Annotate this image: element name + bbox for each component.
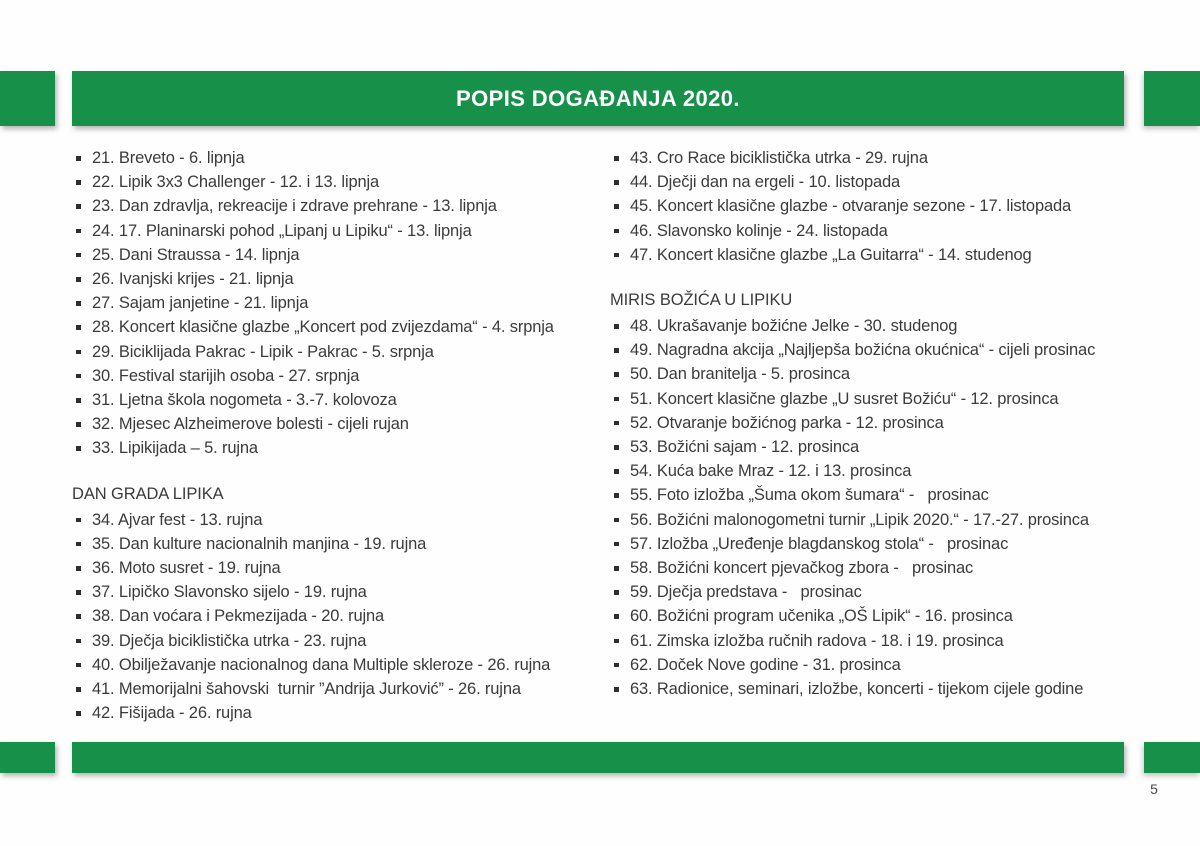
event-text: 34. Ajvar fest - 13. rujna bbox=[92, 510, 263, 529]
list-item bbox=[610, 580, 1155, 604]
event-text: 25. Dani Straussa - 14. lipnja bbox=[92, 245, 300, 264]
square-bullet-icon bbox=[76, 639, 81, 644]
square-bullet-icon bbox=[614, 180, 619, 185]
list-item bbox=[72, 388, 592, 412]
event-text: 35. Dan kulture nacionalnih manjina - 19. rujna bbox=[92, 534, 427, 553]
event-text: 39. Dječja biciklistička utrka - 23. rujna bbox=[92, 631, 367, 650]
event-text: 44. Dječji dan na ergeli - 10. listopada bbox=[630, 173, 901, 192]
event-section bbox=[72, 482, 592, 726]
event-text: 41. Memorijalni šahovski turnir ”Andrija Jurković” - 26. rujna bbox=[92, 680, 521, 699]
list-item bbox=[72, 508, 592, 532]
square-bullet-icon bbox=[76, 518, 81, 523]
square-bullet-icon bbox=[614, 493, 619, 498]
list-item bbox=[610, 677, 1155, 701]
square-bullet-icon bbox=[614, 348, 619, 353]
event-text: 47. Koncert klasične glazbe „La Guitarra“ - 14. studenog bbox=[630, 245, 1032, 264]
section-heading: MIRIS BOŽIĆA U LIPIKU bbox=[610, 291, 793, 310]
header-accent-block-left bbox=[0, 71, 55, 126]
list-item bbox=[610, 219, 1155, 243]
square-bullet-icon bbox=[76, 374, 81, 379]
event-text: 45. Koncert klasične glazbe - otvaranje sezone - 17. listopada bbox=[630, 197, 1072, 216]
event-text: 29. Biciklijada Pakrac - Lipik - Pakrac - 5. srpnja bbox=[92, 342, 434, 361]
event-text: 38. Dan voćara i Pekmezijada - 20. rujna bbox=[92, 607, 385, 626]
event-text: 46. Slavonsko kolinje - 24. listopada bbox=[630, 221, 888, 240]
event-text: 36. Moto susret - 19. rujna bbox=[92, 559, 281, 578]
event-text: 59. Dječja predstava - prosinac bbox=[630, 583, 862, 602]
event-text: 58. Božićni koncert pjevačkog zbora - prosinac bbox=[630, 559, 974, 578]
event-text: 31. Ljetna škola nogometa - 3.-7. kolovoza bbox=[92, 391, 397, 410]
list-item bbox=[72, 532, 592, 556]
square-bullet-icon bbox=[614, 397, 619, 402]
list-item bbox=[610, 483, 1155, 507]
event-text: 43. Cro Race biciklistička utrka - 29. rujna bbox=[630, 149, 928, 167]
footer-accent-block-left bbox=[0, 742, 55, 773]
square-bullet-icon bbox=[76, 350, 81, 355]
square-bullet-icon bbox=[76, 156, 81, 161]
square-bullet-icon bbox=[76, 229, 81, 234]
header-bar bbox=[72, 71, 1124, 126]
square-bullet-icon bbox=[614, 542, 619, 547]
square-bullet-icon bbox=[76, 277, 81, 282]
square-bullet-icon bbox=[76, 711, 81, 716]
event-list bbox=[72, 508, 592, 726]
events-column-left bbox=[72, 146, 592, 725]
square-bullet-icon bbox=[76, 566, 81, 571]
square-bullet-icon bbox=[614, 445, 619, 450]
list-item bbox=[72, 194, 592, 218]
event-list bbox=[610, 146, 1155, 267]
event-text: 37. Lipičko Slavonsko sijelo - 19. rujna bbox=[92, 583, 367, 602]
event-text: 40. Obilježavanje nacionalnog dana Multiple skleroze - 26. rujna bbox=[92, 655, 551, 674]
square-bullet-icon bbox=[614, 639, 619, 644]
square-bullet-icon bbox=[76, 325, 81, 330]
list-item bbox=[72, 146, 592, 170]
list-item bbox=[72, 364, 592, 388]
list-item bbox=[72, 436, 592, 460]
list-item bbox=[72, 556, 592, 580]
list-item bbox=[610, 314, 1155, 338]
event-text: 50. Dan branitelja - 5. prosinca bbox=[630, 365, 850, 384]
square-bullet-icon bbox=[76, 398, 81, 403]
event-text: 22. Lipik 3x3 Challenger - 12. i 13. lipnja bbox=[92, 173, 380, 192]
square-bullet-icon bbox=[76, 614, 81, 619]
event-text: 56. Božićni malonogometni turnir „Lipik 2020.“ - 17.-27. prosinca bbox=[630, 510, 1089, 529]
square-bullet-icon bbox=[614, 469, 619, 474]
event-text: 26. Ivanjski krijes - 21. lipnja bbox=[92, 270, 294, 289]
footer-bar bbox=[72, 742, 1124, 773]
square-bullet-icon bbox=[614, 421, 619, 426]
list-item bbox=[610, 459, 1155, 483]
event-text: 21. Breveto - 6. lipnja bbox=[92, 149, 245, 167]
list-item bbox=[72, 412, 592, 436]
square-bullet-icon bbox=[76, 180, 81, 185]
list-item bbox=[72, 243, 592, 267]
events-column-right bbox=[610, 146, 1155, 701]
list-item bbox=[72, 653, 592, 677]
header-accent-block-right bbox=[1144, 71, 1200, 126]
event-text: 48. Ukrašavanje božićne Jelke - 30. studenog bbox=[630, 317, 958, 336]
square-bullet-icon bbox=[614, 663, 619, 668]
list-item bbox=[610, 508, 1155, 532]
square-bullet-icon bbox=[614, 372, 619, 377]
event-text: 33. Lipikijada – 5. rujna bbox=[92, 439, 258, 458]
list-item bbox=[610, 604, 1155, 628]
event-text: 28. Koncert klasične glazbe „Koncert pod zvijezdama“ - 4. srpnja bbox=[92, 318, 554, 337]
list-item bbox=[72, 701, 592, 725]
event-text: 53. Božićni sajam - 12. prosinca bbox=[630, 438, 860, 457]
event-section bbox=[610, 288, 1155, 701]
square-bullet-icon bbox=[76, 446, 81, 451]
square-bullet-icon bbox=[76, 542, 81, 547]
event-text: 54. Kuća bake Mraz - 12. i 13. prosinca bbox=[630, 462, 912, 481]
square-bullet-icon bbox=[614, 566, 619, 571]
event-text: 55. Foto izložba „Šuma okom šumara“ - prosinac bbox=[630, 486, 989, 505]
list-item bbox=[610, 362, 1155, 386]
square-bullet-icon bbox=[76, 253, 81, 258]
list-item bbox=[72, 291, 592, 315]
event-text: 42. Fišijada - 26. rujna bbox=[92, 704, 252, 723]
list-item bbox=[72, 170, 592, 194]
list-item bbox=[72, 629, 592, 653]
square-bullet-icon bbox=[614, 518, 619, 523]
list-item bbox=[610, 243, 1155, 267]
list-item bbox=[610, 435, 1155, 459]
square-bullet-icon bbox=[614, 687, 619, 692]
list-item bbox=[610, 532, 1155, 556]
event-text: 32. Mjesec Alzheimerove bolesti - cijeli rujan bbox=[92, 415, 409, 434]
list-item bbox=[610, 411, 1155, 435]
event-text: 63. Radionice, seminari, izložbe, koncerti - tijekom cijele godine bbox=[630, 680, 1084, 699]
event-text: 24. 17. Planinarski pohod „Lipanj u Lipiku“ - 13. lipnja bbox=[92, 221, 472, 240]
event-text: 49. Nagradna akcija „Najljepša božićna okućnica“ - cijeli prosinac bbox=[630, 341, 1096, 360]
list-item bbox=[72, 580, 592, 604]
event-text: 61. Zimska izložba ručnih radova - 18. i 19. prosinca bbox=[630, 631, 1004, 650]
list-item bbox=[610, 653, 1155, 677]
square-bullet-icon bbox=[76, 590, 81, 595]
event-text: 62. Doček Nove godine - 31. prosinca bbox=[630, 655, 901, 674]
event-section bbox=[610, 146, 1155, 267]
event-list bbox=[610, 314, 1155, 701]
event-text: 30. Festival starijih osoba - 27. srpnja bbox=[92, 366, 360, 385]
event-text: 51. Koncert klasične glazbe „U susret Božiću“ - 12. prosinca bbox=[630, 389, 1059, 408]
square-bullet-icon bbox=[614, 614, 619, 619]
square-bullet-icon bbox=[614, 590, 619, 595]
list-item bbox=[72, 604, 592, 628]
event-text: 23. Dan zdravlja, rekreacije i zdrave prehrane - 13. lipnja bbox=[92, 197, 497, 216]
list-item bbox=[610, 146, 1155, 170]
footer-accent-block-right bbox=[1144, 742, 1200, 773]
page-number: 5 bbox=[1150, 781, 1158, 797]
list-item bbox=[610, 170, 1155, 194]
square-bullet-icon bbox=[614, 253, 619, 258]
square-bullet-icon bbox=[76, 663, 81, 668]
event-text: 57. Izložba „Uređenje blagdanskog stola“ - prosinac bbox=[630, 534, 1009, 553]
page-title: POPIS DOGAĐANJA 2020. bbox=[456, 85, 740, 111]
square-bullet-icon bbox=[614, 204, 619, 209]
list-item bbox=[610, 338, 1155, 362]
list-item bbox=[72, 315, 592, 339]
list-item bbox=[610, 194, 1155, 218]
list-item bbox=[610, 556, 1155, 580]
list-item bbox=[72, 267, 592, 291]
square-bullet-icon bbox=[614, 324, 619, 329]
square-bullet-icon bbox=[614, 156, 619, 161]
square-bullet-icon bbox=[76, 301, 81, 306]
square-bullet-icon bbox=[614, 229, 619, 234]
event-text: 27. Sajam janjetine - 21. lipnja bbox=[92, 294, 309, 313]
event-text: 52. Otvaranje božićnog parka - 12. prosinca bbox=[630, 413, 944, 432]
list-item bbox=[610, 387, 1155, 411]
event-text: 60. Božićni program učenika „OŠ Lipik“ - 16. prosinca bbox=[630, 607, 1013, 626]
list-item bbox=[72, 219, 592, 243]
event-section bbox=[72, 146, 592, 461]
square-bullet-icon bbox=[76, 204, 81, 209]
list-item bbox=[72, 340, 592, 364]
square-bullet-icon bbox=[76, 422, 81, 427]
list-item bbox=[72, 677, 592, 701]
event-list bbox=[72, 146, 592, 461]
square-bullet-icon bbox=[76, 687, 81, 692]
list-item bbox=[610, 629, 1155, 653]
section-heading: DAN GRADA LIPIKA bbox=[72, 484, 224, 503]
